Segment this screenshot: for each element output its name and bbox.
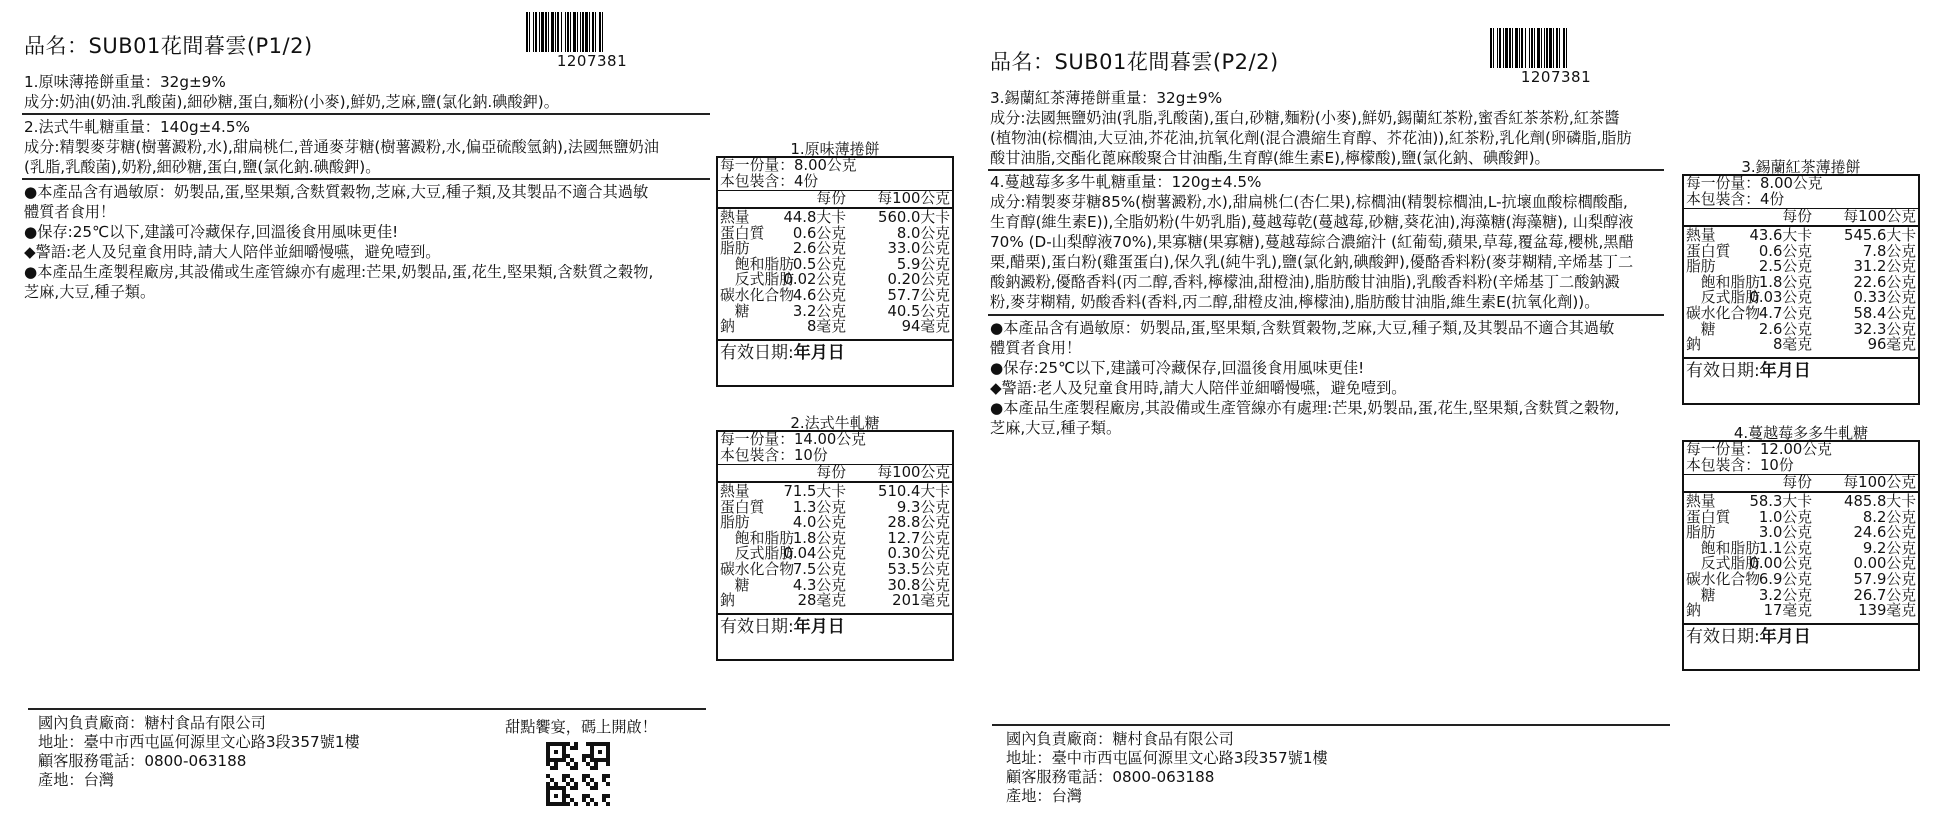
per-serving-value: 0.6公克	[1758, 242, 1812, 260]
servings-per-package: 本包裝含：4份	[1686, 191, 1785, 208]
slogan: 甜點饗宴，碼上開啟！	[505, 718, 657, 736]
per-serving-header: 每份	[1782, 474, 1812, 491]
nutrient-name: 碳水化合物	[1686, 304, 1760, 322]
per-serving-value: 0.5公克	[792, 255, 846, 273]
nutrient-row	[718, 593, 952, 609]
divider	[22, 178, 710, 180]
nutrient-name: 飽和脂肪	[1686, 273, 1760, 291]
nutrition-table	[716, 430, 954, 661]
nutrient-row	[718, 226, 952, 242]
servings-per-package: 本包裝含：10份	[1686, 457, 1794, 474]
per-100g-value: 32.3公克	[1853, 320, 1916, 338]
nutrient-name: 熱量	[720, 483, 750, 500]
product-title-p2: 品名：SUB01花間暮雲(P2/2)	[990, 50, 1279, 74]
per-serving-value: 4.3公克	[792, 576, 846, 594]
per-serving-header: 每份	[1782, 208, 1812, 225]
expiry-label: 有效日期:	[1686, 626, 1760, 647]
ingredients-line: 成分:法國無鹽奶油(乳脂,乳酸菌),蛋白,砂糖,麵粉(小麥),鮮奶,錫蘭紅茶粉,蜜香紅茶茶粉,紅茶醬	[990, 109, 1620, 127]
per-100g-value: 139毫克	[1858, 602, 1916, 620]
per-100g-value: 9.3公克	[896, 498, 950, 516]
per-serving-value: 2.6公克	[792, 240, 846, 258]
expiry-label: 有效日期:	[720, 616, 794, 637]
item4-ingredients	[990, 192, 1634, 312]
per-100g-value: 31.2公克	[1853, 258, 1916, 276]
notes-p1	[24, 182, 653, 302]
nutrient-row	[718, 562, 952, 578]
ingredients-line: (植物油(棕櫚油,大豆油,芥花油,抗氧化劑(混合濃縮生育醇、芥花油)),紅茶粉,乳化劑(卵磷脂,脂肪	[990, 129, 1632, 147]
nutrient-row	[718, 319, 952, 335]
nutrient-row	[1684, 306, 1918, 322]
barcode-number: 1207381	[1520, 68, 1592, 86]
per-serving-value: 3.0公克	[1758, 524, 1812, 542]
item2-ingredients-line2: (乳脂,乳酸菌),奶粉,細砂糖,蛋白,鹽(氯化鈉.碘酸鉀)。	[24, 158, 381, 176]
expiry-date	[1684, 623, 1918, 669]
footer-manufacturer: 國內負責廠商：糖村食品有限公司	[38, 714, 266, 732]
nutrient-name: 脂肪	[720, 240, 750, 258]
ingredients-line: 栗,醋栗),蛋白粉(雞蛋蛋白),保久乳(純牛乳),鹽(氯化鈉,碘酸鉀),優酪香料粉(麥芽糊精,辛烯基丁二	[990, 253, 1634, 271]
footer-address: 地址：臺中市西屯區何源里文心路3段357號1樓	[1006, 749, 1328, 767]
note-storage: ●保存:25℃以下,建議可冷藏保存,回溫後食用風味更佳!	[990, 359, 1365, 377]
nutrition-header-row	[718, 464, 952, 481]
note-allergen: ●本產品含有過敏原：奶製品,蛋,堅果類,含麩質穀物,芝麻,大豆,種子類,及其製品不適合其過敏	[990, 319, 1615, 337]
nutrient-row	[1684, 510, 1918, 526]
nutrient-row	[1684, 525, 1918, 541]
divider	[22, 113, 710, 115]
nutrient-row	[1684, 588, 1918, 604]
per-100g-value: 9.2公克	[1862, 539, 1916, 557]
item3-ingredients	[990, 108, 1632, 168]
item1-title: 1.原味薄捲餅重量：32g±9%	[24, 73, 226, 91]
per-100g-value: 53.5公克	[887, 560, 950, 578]
per-serving-value: 6.9公克	[1758, 570, 1812, 588]
note-warning: ◆警語:老人及兒童食用時,請大人陪伴並細嚼慢嚥，避免噎到。	[990, 379, 1407, 397]
nutrient-name: 蛋白質	[720, 498, 765, 516]
expiry-value: 年月日	[1759, 626, 1811, 647]
nutrient-row	[1684, 244, 1918, 260]
per-serving-value: 1.8公克	[792, 529, 846, 547]
expiry-value: 年月日	[1759, 360, 1811, 381]
nutrition-header-row	[1684, 208, 1918, 225]
per-100g-value: 26.7公克	[1853, 586, 1916, 604]
nutrient-row	[1684, 228, 1918, 244]
per-serving-value: 4.7公克	[1758, 304, 1812, 322]
nutrient-row	[1684, 259, 1918, 275]
per-100g-value: 24.6公克	[1853, 524, 1916, 542]
expiry-value: 年月日	[793, 616, 845, 637]
footer-divider	[28, 708, 706, 710]
nutrient-name: 反式脂肪	[1686, 289, 1760, 307]
note-facility-cont: 芝麻,大豆,種子類。	[24, 283, 156, 301]
per-serving-header: 每份	[816, 464, 846, 481]
note-storage: ●保存:25℃以下,建議可冷藏保存,回溫後食用風味更佳!	[24, 223, 399, 241]
per-serving-header: 每份	[816, 190, 846, 207]
per-serving-value: 28毫克	[797, 592, 846, 610]
footer-origin: 產地：台灣	[1006, 787, 1082, 805]
nutrient-row	[718, 241, 952, 257]
per-100g-header: 每100公克	[1843, 474, 1916, 491]
nutrient-name: 脂肪	[720, 514, 750, 532]
nutrient-name: 糖	[720, 576, 750, 594]
nutrition-title: 4.蔓越莓多多牛軋糖	[1733, 424, 1869, 442]
per-100g-value: 560.0大卡	[878, 209, 950, 226]
nutrient-row	[718, 210, 952, 226]
ingredients-line: 酸甘油脂,交酯化蓖麻酸聚合甘油酯,生育醇(維生素E),檸檬酸),鹽(氯化鈉、碘酸鉀)。	[990, 149, 1550, 167]
per-100g-value: 7.8公克	[1862, 242, 1916, 260]
footer-manufacturer: 國內負責廠商：糖村食品有限公司	[1006, 730, 1234, 748]
per-100g-value: 30.8公克	[887, 576, 950, 594]
barcode-bars	[1490, 28, 1622, 68]
note-allergen-cont: 體質者食用！	[990, 339, 1082, 357]
footer-address: 地址：臺中市西屯區何源里文心路3段357號1樓	[38, 733, 360, 751]
serving-size: 每一份量：14.00公克	[720, 431, 866, 448]
per-serving-value: 3.2公克	[792, 302, 846, 320]
per-serving-value: 44.8大卡	[783, 209, 846, 226]
per-serving-value: 58.3大卡	[1749, 493, 1812, 510]
barcode-number: 1207381	[556, 52, 628, 70]
footer-origin: 產地：台灣	[38, 771, 114, 789]
barcode-p1	[526, 12, 658, 70]
product-title-p1: 品名：SUB01花間暮雲(P1/2)	[24, 34, 313, 58]
ingredients-line: 70% (D-山梨醇液70%),果寡糖(果寡糖),蔓越莓綜合濃縮汁 (紅葡萄,蘋果,草莓,覆盆莓,櫻桃,黑醋	[990, 233, 1634, 251]
nutrition-table	[1682, 440, 1920, 671]
per-serving-value: 71.5大卡	[783, 483, 846, 500]
per-serving-value: 2.5公克	[1758, 258, 1812, 276]
ingredients-line: 粉,麥芽糊精, 奶酸香料(香料,丙二醇,甜橙皮油,檸檬油),脂肪酸甘油脂,維生素E(抗氧化劑))。	[990, 293, 1600, 311]
nutrition-title: 3.錫蘭紅茶薄捲餅	[1741, 158, 1861, 176]
footer-p2	[1006, 730, 1328, 806]
nutrient-row	[718, 484, 952, 500]
per-100g-value: 8.0公克	[896, 224, 950, 242]
serving-size: 每一份量：12.00公克	[1686, 441, 1832, 458]
per-serving-value: 0.00公克	[1749, 555, 1812, 573]
nutrition-table	[1682, 174, 1920, 405]
footer-divider	[992, 724, 1670, 726]
nutrient-name: 反式脂肪	[720, 271, 794, 289]
per-serving-value: 7.5公克	[792, 560, 846, 578]
per-serving-value: 0.02公克	[783, 271, 846, 289]
nutrient-row	[718, 272, 952, 288]
nutrient-name: 飽和脂肪	[720, 255, 794, 273]
nutrient-name: 反式脂肪	[720, 545, 794, 563]
per-serving-value: 1.3公克	[792, 498, 846, 516]
ingredients-line: 生育醇(維生素E)),全脂奶粉(牛奶乳脂),蔓越莓乾(蔓越莓,砂糖,葵花油),海藻糖(海藻糖), 山梨醇液	[990, 213, 1634, 231]
servings-per-package: 本包裝含：4份	[720, 173, 819, 190]
per-serving-value: 43.6大卡	[1749, 227, 1812, 244]
expiry-date	[1684, 357, 1918, 403]
ingredients-line: 酸鈉澱粉,優酪香料(丙二醇,香料,檸檬油,甜橙油),脂肪酸甘油脂),乳酸香料粉(辛烯基丁二酸鈉澱	[990, 273, 1620, 291]
serving-size: 每一份量：8.00公克	[1686, 175, 1823, 192]
nutrient-name: 鈉	[1686, 602, 1701, 620]
nutrient-row	[718, 546, 952, 562]
nutrient-name: 蛋白質	[720, 224, 765, 242]
per-100g-header: 每100公克	[877, 190, 950, 207]
nutrient-row	[1684, 603, 1918, 619]
per-100g-header: 每100公克	[1843, 208, 1916, 225]
notes-p2	[990, 318, 1619, 438]
barcode-p2	[1490, 28, 1622, 86]
per-100g-value: 28.8公克	[887, 514, 950, 532]
item1-ingredients: 成分:奶油(奶油.乳酸菌),細砂糖,蛋白,麵粉(小麥),鮮奶,芝麻,鹽(氯化鈉.碘酸鉀)。	[24, 93, 559, 111]
nutrient-row	[718, 304, 952, 320]
divider	[988, 314, 1664, 316]
nutrient-row	[718, 515, 952, 531]
note-facility: ●本產品生產製程廠房,其設備或生產管線亦有處理:芒果,奶製品,蛋,花生,堅果類,含麩質之穀物,	[990, 399, 1620, 417]
per-100g-value: 0.30公克	[887, 545, 950, 563]
item3-title: 3.錫蘭紅茶薄捲餅重量：32g±9%	[990, 89, 1223, 107]
expiry-date	[718, 613, 952, 659]
nutrient-name: 蛋白質	[1686, 508, 1731, 526]
per-100g-value: 40.5公克	[887, 302, 950, 320]
nutrient-row	[1684, 494, 1918, 510]
per-100g-value: 33.0公克	[887, 240, 950, 258]
footer-phone: 顧客服務電話：0800-063188	[38, 752, 247, 770]
item2-ingredients-line1: 成分:精製麥芽糖(樹薯澱粉,水),甜扁桃仁,普通麥芽糖(樹薯澱粉,水,偏亞硫酸氫鈉),法國無鹽奶油	[24, 138, 659, 156]
per-100g-value: 0.33公克	[1853, 289, 1916, 307]
nutrient-name: 熱量	[1686, 227, 1716, 244]
nutrient-name: 脂肪	[1686, 524, 1716, 542]
per-100g-value: 0.20公克	[887, 271, 950, 289]
per-serving-value: 3.2公克	[1758, 586, 1812, 604]
nutrient-name: 糖	[1686, 320, 1716, 338]
per-100g-value: 485.8大卡	[1844, 493, 1916, 510]
per-serving-value: 4.0公克	[792, 514, 846, 532]
per-serving-value: 1.1公克	[1758, 539, 1812, 557]
nutrition-header-row	[1684, 474, 1918, 491]
per-100g-header: 每100公克	[877, 464, 950, 481]
expiry-label: 有效日期:	[720, 342, 794, 363]
per-100g-value: 5.9公克	[896, 255, 950, 273]
per-100g-value: 545.6大卡	[1844, 227, 1916, 244]
per-100g-value: 12.7公克	[887, 529, 950, 547]
nutrient-row	[1684, 322, 1918, 338]
per-100g-value: 22.6公克	[1853, 273, 1916, 291]
per-100g-value: 94毫克	[901, 318, 950, 336]
per-serving-value: 8毫克	[806, 318, 846, 336]
per-100g-value: 58.4公克	[1853, 304, 1916, 322]
nutrient-name: 熱量	[720, 209, 750, 226]
nutrient-name: 碳水化合物	[1686, 570, 1760, 588]
nutrient-name: 鈉	[720, 592, 735, 610]
nutrition-title: 1.原味薄捲餅	[790, 140, 880, 158]
per-serving-value: 17毫克	[1763, 602, 1812, 620]
qr-module	[606, 802, 610, 806]
note-allergen-cont: 體質者食用！	[24, 203, 116, 221]
nutrient-row	[1684, 572, 1918, 588]
note-facility-cont: 芝麻,大豆,種子類。	[990, 419, 1122, 437]
per-serving-value: 1.0公克	[1758, 508, 1812, 526]
per-100g-value: 8.2公克	[1862, 508, 1916, 526]
note-facility: ●本產品生產製程廠房,其設備或生產管線亦有處理:芒果,奶製品,蛋,花生,堅果類,含麩質之穀物,	[24, 263, 654, 281]
per-100g-value: 96毫克	[1867, 336, 1916, 354]
footer-phone: 顧客服務電話：0800-063188	[1006, 768, 1215, 786]
nutrient-name: 蛋白質	[1686, 242, 1731, 260]
item4-title: 4.蔓越莓多多牛軋糖重量：120g±4.5%	[990, 173, 1262, 191]
expiry-date	[718, 339, 952, 385]
nutrient-name: 碳水化合物	[720, 286, 794, 304]
barcode-space	[603, 12, 605, 52]
note-warning: ◆警語:老人及兒童食用時,請大人陪伴並細嚼慢嚥，避免噎到。	[24, 243, 441, 261]
qr-code[interactable]	[546, 742, 610, 806]
nutrient-row	[1684, 337, 1918, 353]
nutrient-name: 熱量	[1686, 493, 1716, 510]
per-serving-value: 0.04公克	[783, 545, 846, 563]
per-serving-value: 0.6公克	[792, 224, 846, 242]
servings-per-package: 本包裝含：10份	[720, 447, 828, 464]
nutrient-name: 糖	[1686, 586, 1716, 604]
per-serving-value: 8毫克	[1772, 336, 1812, 354]
nutrient-name: 反式脂肪	[1686, 555, 1760, 573]
nutrient-name: 鈉	[720, 318, 735, 336]
nutrition-title: 2.法式牛軋糖	[790, 414, 880, 432]
nutrient-row	[718, 500, 952, 516]
barcode-bars	[526, 12, 658, 52]
per-100g-value: 201毫克	[892, 592, 950, 610]
nutrient-row	[1684, 556, 1918, 572]
nutrition-header-row	[718, 190, 952, 207]
nutrient-row	[1684, 290, 1918, 306]
ingredients-line: 成分:精製麥芽糖85%(樹薯澱粉,水),甜扁桃仁(杏仁果),棕櫚油(精製棕櫚油,L-抗壞血酸棕櫚酸酯,	[990, 193, 1628, 211]
nutrient-name: 碳水化合物	[720, 560, 794, 578]
per-100g-value: 510.4大卡	[878, 483, 950, 500]
nutrition-table	[716, 156, 954, 387]
nutrient-row	[718, 288, 952, 304]
expiry-value: 年月日	[793, 342, 845, 363]
per-100g-value: 57.7公克	[887, 286, 950, 304]
note-allergen: ●本產品含有過敏原：奶製品,蛋,堅果類,含麩質穀物,芝麻,大豆,種子類,及其製品不適合其過敏	[24, 183, 649, 201]
nutrient-name: 糖	[720, 302, 750, 320]
divider	[988, 169, 1664, 171]
expiry-label: 有效日期:	[1686, 360, 1760, 381]
per-serving-value: 2.6公克	[1758, 320, 1812, 338]
serving-size: 每一份量：8.00公克	[720, 157, 857, 174]
nutrient-name: 鈉	[1686, 336, 1701, 354]
per-serving-value: 4.6公克	[792, 286, 846, 304]
footer-p1	[38, 714, 360, 790]
nutrient-name: 飽和脂肪	[720, 529, 794, 547]
nutrient-name: 脂肪	[1686, 258, 1716, 276]
barcode-space	[1567, 28, 1569, 68]
per-100g-value: 0.00公克	[1853, 555, 1916, 573]
nutrient-name: 飽和脂肪	[1686, 539, 1760, 557]
per-serving-value: 1.8公克	[1758, 273, 1812, 291]
per-serving-value: 0.03公克	[1749, 289, 1812, 307]
nutrient-row	[718, 578, 952, 594]
per-100g-value: 57.9公克	[1853, 570, 1916, 588]
item2-title: 2.法式牛軋糖重量：140g±4.5%	[24, 118, 250, 136]
